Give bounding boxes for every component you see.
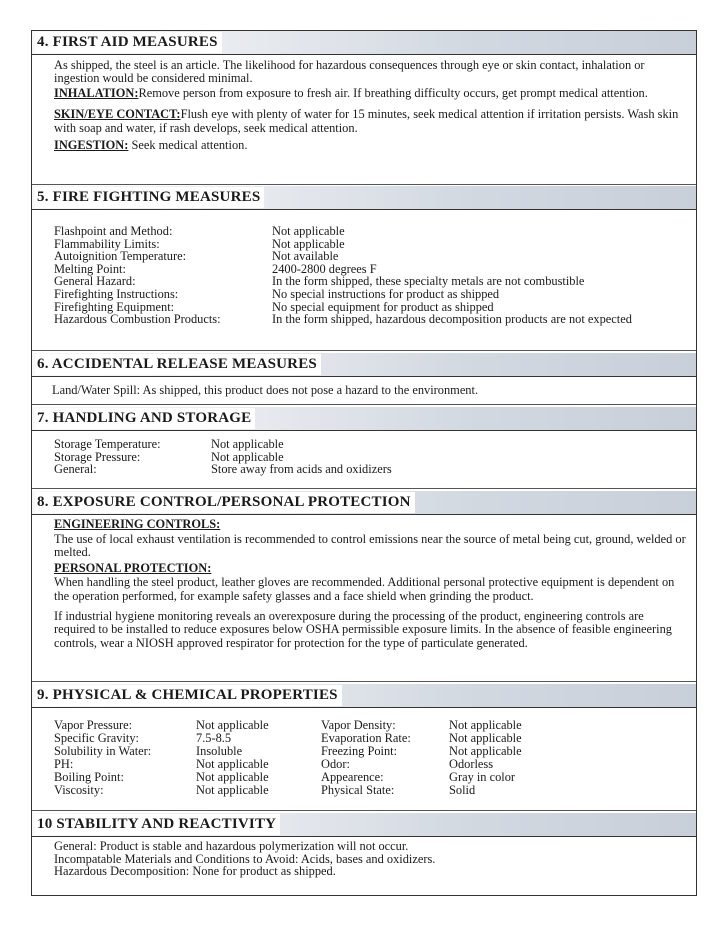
handling-label: Storage Pressure: — [54, 449, 141, 464]
section-title: 10 STABILITY AND REACTIVITY — [35, 814, 280, 835]
stability-decomposition: Hazardous Decomposition: None for product as shipped. — [54, 864, 336, 879]
section-first-aid — [32, 31, 696, 185]
section-physical-chemical — [32, 684, 696, 811]
property-label: Boiling Point: — [54, 770, 124, 784]
fire-value: In the form shipped, these specialty metals are not combustible — [272, 274, 585, 289]
fire-value: Not applicable — [272, 224, 345, 238]
property-label: Physical State: — [321, 783, 395, 797]
property-label: Vapor Density: — [321, 718, 396, 732]
fire-label: Autoignition Temperature: — [54, 249, 187, 264]
section-header — [32, 31, 696, 55]
section-exposure-control — [32, 491, 696, 682]
fire-label: Flashpoint and Method: — [54, 224, 173, 238]
property-value: 7.5-8.5 — [196, 731, 232, 745]
section-header — [32, 407, 696, 431]
property-label: Specific Gravity: — [54, 731, 139, 745]
handling-value: Not applicable — [211, 449, 284, 464]
handling-value: Not applicable — [211, 437, 284, 451]
skin-eye-paragraph — [54, 108, 688, 135]
fire-label: Firefighting Equipment: — [54, 299, 175, 314]
section-header — [32, 491, 696, 515]
fire-value: In the form shipped, hazardous decomposition products are not expected — [272, 312, 632, 327]
stability-general: General: Product is stable and hazardous polymerization will not occur. — [54, 839, 409, 853]
ingestion-paragraph — [54, 139, 688, 152]
fire-value: Not available — [272, 249, 339, 264]
section-title: 9. PHYSICAL & CHEMICAL PROPERTIES — [35, 685, 342, 706]
property-value: Odorless — [449, 757, 494, 771]
property-value: Not applicable — [196, 718, 269, 732]
first-aid-intro: As shipped, the steel is an article. The likelihood for hazardous consequences through eye or skin contact, inhalation or ingestion would be considered minimal. — [54, 58, 645, 86]
industrial-hygiene-text: If industrial hygiene monitoring reveals an overexposure during the processing of the product, engineering controls are required to be installed to reduce exposures below OSHA permissible exposure limits. In the absence of feasible engineering controls, wear a NIOSH approved respirator for protection for the type of particulate generated. — [54, 608, 672, 650]
section-title: 7. HANDLING AND STORAGE — [35, 408, 255, 429]
engineering-controls-label: ENGINEERING CONTROLS: — [54, 517, 221, 531]
ingestion-label: INGESTION: — [54, 138, 129, 153]
handling-label: Storage Temperature: — [54, 437, 161, 451]
property-label: PH: — [54, 757, 74, 771]
property-value: Insoluble — [196, 744, 243, 758]
section-stability-reactivity — [32, 813, 696, 895]
property-value: Not applicable — [449, 744, 522, 758]
property-label: Evaporation Rate: — [321, 731, 411, 745]
release-text: Land/Water Spill: As shipped, this product does not pose a hazard to the environment. — [52, 383, 479, 397]
section-title: 5. FIRE FIGHTING MEASURES — [35, 187, 264, 208]
handling-value: Store away from acids and oxidizers — [211, 462, 392, 477]
skin-eye-text: Flush eye with plenty of water for 15 minutes, seek medical attention if irritation persists. Wash skin with soap and water, if rash develops, seek medical attention. — [54, 107, 679, 135]
fire-value: No special instructions for product as shipped — [272, 286, 500, 301]
fire-value: 2400-2800 degrees F — [272, 261, 377, 276]
property-label: Vapor Pressure: — [54, 718, 133, 732]
personal-protection-text: When handling the steel product, leather gloves are recommended. Additional personal protective equipment is dependent on the operation performed, for example safety glasses and a face shield when grinding the product. — [54, 575, 675, 603]
sds-page — [31, 30, 697, 896]
fire-properties-table — [32, 210, 696, 332]
fire-label: Firefighting Instructions: — [54, 286, 179, 301]
fire-value: Not applicable — [272, 236, 345, 251]
skin-eye-label: SKIN/EYE CONTACT: — [54, 107, 181, 122]
property-value: Not applicable — [196, 757, 269, 771]
inhalation-text: Remove person from exposure to fresh air. If breathing difficulty occurs, get prompt medical attention. — [138, 85, 648, 100]
property-value: Solid — [449, 783, 476, 797]
section-header — [32, 813, 696, 837]
ingestion-text: Seek medical attention. — [131, 138, 248, 153]
fire-label: Hazardous Combustion Products: — [54, 312, 221, 327]
fire-label: Flammability Limits: — [54, 236, 160, 251]
section-title: 6. ACCIDENTAL RELEASE MEASURES — [35, 354, 321, 375]
property-value: Not applicable — [196, 783, 269, 797]
handling-label: General: — [54, 462, 97, 477]
section-title: 8. EXPOSURE CONTROL/PERSONAL PROTECTION — [35, 492, 415, 513]
property-value: Not applicable — [449, 731, 522, 745]
section-accidental-release — [32, 353, 696, 405]
property-label: Appearence: — [321, 770, 384, 784]
section-header — [32, 186, 696, 210]
inhalation-paragraph — [54, 87, 688, 100]
section-handling-storage — [32, 407, 696, 489]
stability-incompatible: Incompatable Materials and Conditions to Avoid: Acids, bases and oxidizers. — [54, 851, 436, 866]
personal-protection-label: PERSONAL PROTECTION: — [54, 560, 212, 575]
handling-table — [32, 431, 696, 482]
section-title: 4. FIRST AID MEASURES — [35, 32, 222, 53]
property-label: Freezing Point: — [321, 744, 398, 758]
fire-value: No special equipment for product as shipped — [272, 299, 494, 314]
engineering-controls-text: The use of local exhaust ventilation is recommended to control emissions near the source of metal being cut, ground, welded or melted. — [54, 531, 686, 560]
physical-properties-table — [32, 708, 696, 803]
section-header — [32, 684, 696, 708]
property-value: Not applicable — [196, 770, 269, 784]
inhalation-label: INHALATION: — [54, 85, 139, 100]
property-value: Not applicable — [449, 718, 522, 732]
property-value: Gray in color — [449, 770, 516, 784]
property-label: Viscosity: — [54, 783, 104, 797]
fire-label: General Hazard: — [54, 274, 136, 289]
property-label: Odor: — [321, 757, 350, 771]
section-fire-fighting — [32, 186, 696, 351]
fire-label: Melting Point: — [54, 261, 126, 276]
section-header — [32, 353, 696, 377]
property-label: Solubility in Water: — [54, 744, 152, 758]
